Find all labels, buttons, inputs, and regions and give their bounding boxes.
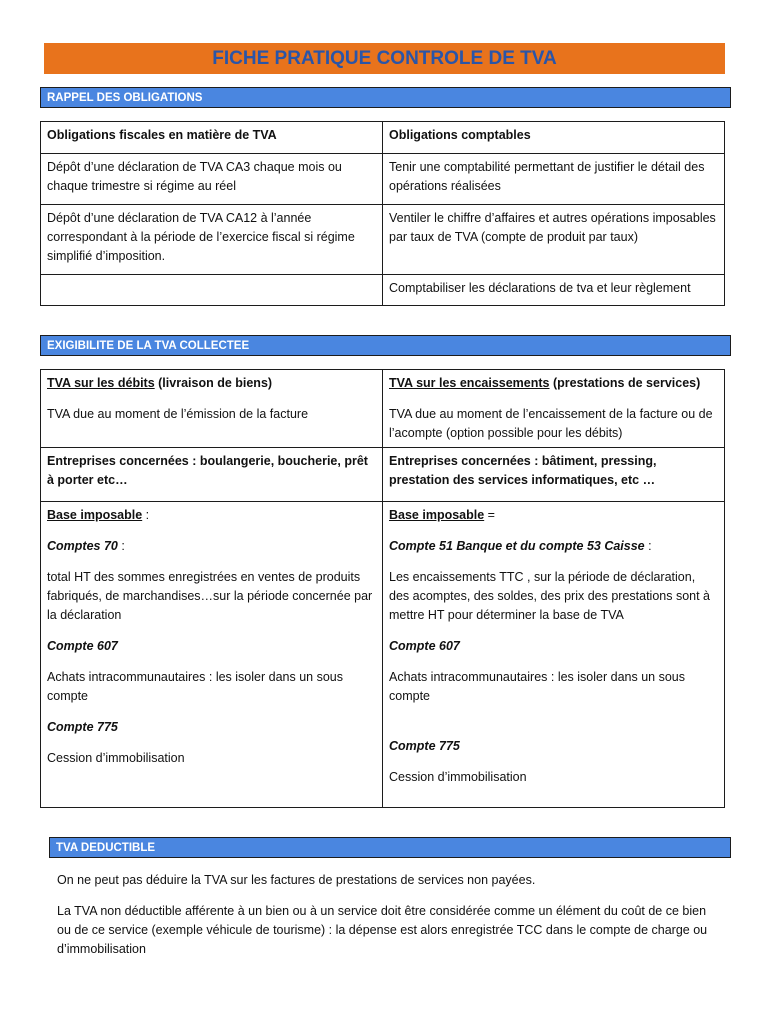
table-cell: Dépôt d’une déclaration de TVA CA12 à l’année correspondant à la période de l’exercice fiscal si régime simplifié d’imposition.: [41, 205, 383, 275]
section-heading-deductible: TVA DEDUCTIBLE: [49, 837, 731, 858]
table-cell: Dépôt d’une déclaration de TVA CA3 chaque mois ou chaque trimestre si régime au réel: [41, 154, 383, 205]
encaissements-account1: [389, 537, 718, 556]
deductible-paragraph-2: La TVA non déductible afférente à un bien ou à un service doit être considérée comme un élément du coût de ce bien ou de ce service (exemple véhicule de tourisme) : la dépense est alors enregistrée TCC dans le compte de charge ou d’immobilisation: [57, 904, 708, 956]
debits-account1-text: total HT des sommes enregistrées en ventes de produits fabriqués, de marchandises…sur la période concernée par la déclaration: [47, 570, 373, 622]
debits-heading-underlined: TVA sur les débits: [47, 376, 155, 390]
debits-cell: [41, 370, 383, 448]
encaissements-base-label: [389, 506, 718, 525]
debits-account3-label: Compte 775: [47, 720, 118, 734]
debits-base-cell: [41, 502, 383, 808]
table-cell: [41, 275, 383, 306]
encaissements-heading-rest: (prestations de services): [549, 376, 701, 390]
encaissements-base-cell: [383, 502, 725, 808]
encaissements-account1-suffix: :: [644, 539, 652, 553]
column-header-comptable: Obligations comptables: [383, 122, 725, 154]
table-cell: Comptabiliser les déclarations de tva et leur règlement: [383, 275, 725, 306]
table-cell: Tenir une comptabilité permettant de justifier le détail des opérations réalisées: [383, 154, 725, 205]
encaissements-heading-underlined: TVA sur les encaissements: [389, 376, 550, 390]
encaissements-concerned: Entreprises concernées : bâtiment, pressing, prestation des services informatiques, etc …: [383, 448, 725, 502]
table-row: [41, 448, 725, 502]
column-header-fiscal: Obligations fiscales en matière de TVA: [41, 122, 383, 154]
debits-due-text: TVA due au moment de l’émission de la facture: [47, 407, 309, 421]
encaissements-account1-text: Les encaissements TTC , sur la période de déclaration, des acomptes, des soldes, des prix des prestations sont à mettre HT pour déterminer la base de TVA: [389, 570, 711, 622]
debits-base-label-suffix: :: [142, 508, 150, 522]
debits-concerned: Entreprises concernées : boulangerie, boucherie, prêt à porter etc…: [41, 448, 383, 502]
obligations-table: [40, 121, 725, 306]
deductible-paragraph-1: On ne peut pas déduire la TVA sur les factures de prestations de services non payées.: [57, 873, 536, 887]
section-heading-exigibilite: EXIGIBILITE DE LA TVA COLLECTEE: [40, 335, 731, 356]
encaissements-due-text: TVA due au moment de l’encaissement de la facture ou de l’acompte (option possible pour les débits): [389, 407, 713, 440]
table-row: [41, 154, 725, 205]
debits-account2-text: Achats intracommunautaires : les isoler dans un sous compte: [47, 670, 343, 703]
encaissements-account3-label: Compte 775: [389, 739, 460, 753]
encaissements-base-label-suffix: =: [484, 508, 495, 522]
encaissements-account3-text: Cession d’immobilisation: [389, 770, 527, 784]
table-row: [41, 370, 725, 448]
debits-account1-suffix: :: [117, 539, 125, 553]
encaissements-base-label-text: Base imposable: [389, 508, 485, 522]
debits-base-label: [47, 506, 376, 525]
exigibilite-table: [40, 369, 725, 808]
table-header-row: [41, 122, 725, 154]
table-row: [41, 502, 725, 808]
document-title: FICHE PRATIQUE CONTROLE DE TVA: [44, 43, 725, 74]
debits-heading-rest: (livraison de biens): [154, 376, 273, 390]
debits-account1: [47, 537, 376, 556]
debits-base-label-text: Base imposable: [47, 508, 143, 522]
table-row: [41, 275, 725, 306]
table-cell: Ventiler le chiffre d’affaires et autres opérations imposables par taux de TVA (compte de produit par taux): [383, 205, 725, 275]
debits-account2-label: Compte 607: [47, 639, 118, 653]
encaissements-account1-label: Compte 51 Banque et du compte 53 Caisse: [389, 539, 645, 553]
table-row: [41, 205, 725, 275]
encaissements-account2-text: Achats intracommunautaires : les isoler dans un sous compte: [389, 670, 685, 703]
encaissements-account2-label: Compte 607: [389, 639, 460, 653]
debits-heading: [47, 374, 376, 393]
encaissements-heading: [389, 374, 718, 393]
encaissements-cell: [383, 370, 725, 448]
section-heading-obligations: RAPPEL DES OBLIGATIONS: [40, 87, 731, 108]
debits-account1-label: Comptes 70: [47, 539, 118, 553]
debits-account3-text: Cession d’immobilisation: [47, 751, 185, 765]
